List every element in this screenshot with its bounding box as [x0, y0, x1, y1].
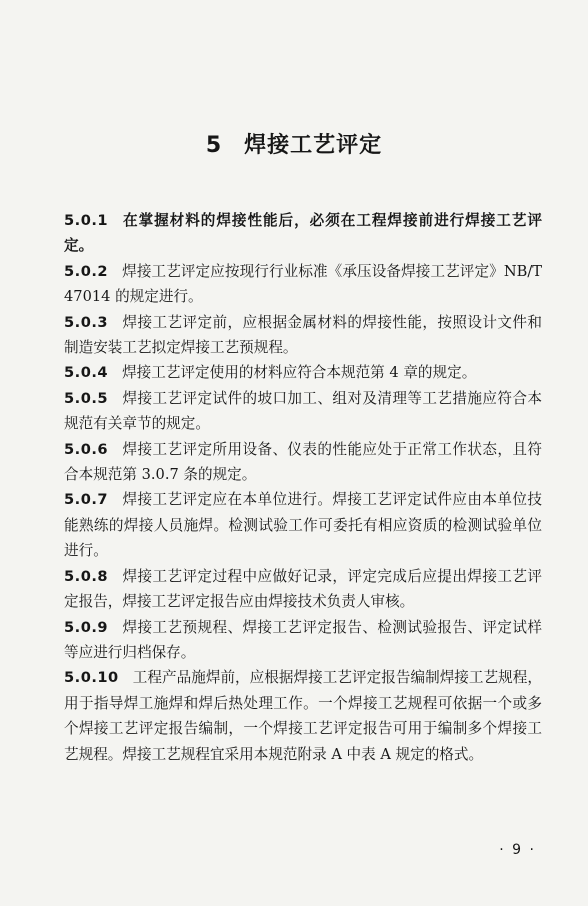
clause-number: 5.0.5: [64, 389, 109, 407]
clause-number: 5.0.1: [64, 212, 109, 229]
clause-number: 5.0.2: [64, 262, 109, 280]
clause-text: 焊接工艺评定前，应根据金属材料的焊接性能，按照设计文件和制造安装工艺拟定焊接工艺预规程。: [64, 313, 542, 357]
clause-list: [64, 208, 542, 767]
chapter-number: 5: [205, 133, 223, 158]
clause-5-0-7: [64, 487, 542, 563]
clause-text: 焊接工艺评定使用的材料应符合本规范第 4 章的规定。: [122, 364, 477, 382]
chapter-title: 焊接工艺评定: [244, 133, 383, 158]
clause-5-0-9: [64, 615, 542, 666]
clause-5-0-1: [64, 208, 542, 259]
clause-number: 5.0.7: [64, 491, 109, 509]
clause-5-0-3: [64, 310, 542, 361]
clause-5-0-10: [64, 665, 542, 767]
clause-5-0-5: [64, 386, 542, 437]
page-number: · 9 ·: [499, 842, 536, 858]
clause-5-0-4: [64, 360, 542, 385]
clause-text: 焊接工艺预规程、焊接工艺评定报告、检测试验报告、评定试样等应进行归档保存。: [64, 618, 542, 661]
clause-number: 5.0.4: [64, 364, 109, 382]
clause-number: 5.0.10: [64, 669, 119, 687]
clause-5-0-6: [64, 437, 542, 488]
clause-text: 工程产品施焊前，应根据焊接工艺评定报告编制焊接工艺规程，用于指导焊工施焊和焊后热处理工作。一个焊接工艺规程可依据一个或多个焊接工艺评定报告编制，一个焊接工艺评定报告可用于编制多个焊接工艺规程。焊接工艺规程宜采用本规范附录 A 中表 A 规定的格式。: [64, 669, 542, 763]
clause-text: 在掌握材料的焊接性能后，必须在工程焊接前进行焊接工艺评定。: [64, 212, 542, 255]
clause-5-0-2: [64, 259, 542, 310]
clause-text: 焊接工艺评定过程中应做好记录，评定完成后应提出焊接工艺评定报告，焊接工艺评定报告应由焊接技术负责人审核。: [64, 567, 542, 611]
clause-text: 焊接工艺评定应按现行行业标准《承压设备焊接工艺评定》NB/T 47014 的规定进行。: [64, 262, 542, 306]
chapter-heading: [0, 128, 588, 159]
clause-text: 焊接工艺评定应在本单位进行。焊接工艺评定试件应由本单位技能熟练的焊接人员施焊。检测试验工作可委托有相应资质的检测试验单位进行。: [64, 491, 542, 560]
clause-text: 焊接工艺评定试件的坡口加工、组对及清理等工艺措施应符合本规范有关章节的规定。: [64, 389, 542, 433]
clause-text: 焊接工艺评定所用设备、仪表的性能应处于正常工作状态，且符合本规范第 3.0.7 条的规定。: [64, 440, 542, 484]
clause-number: 5.0.3: [64, 313, 109, 331]
clause-5-0-8: [64, 564, 542, 615]
clause-number: 5.0.6: [64, 440, 109, 458]
clause-number: 5.0.8: [64, 567, 109, 585]
clause-number: 5.0.9: [64, 618, 109, 636]
